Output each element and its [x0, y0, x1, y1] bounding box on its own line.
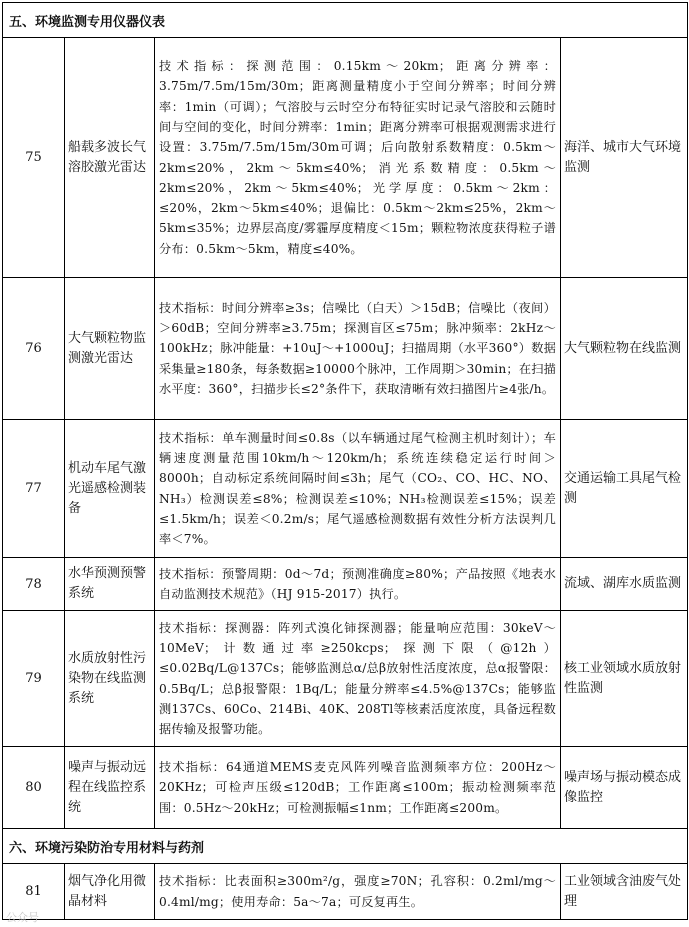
- row-number: 81: [3, 864, 65, 920]
- row-number: 75: [3, 38, 65, 278]
- technical-spec: 技术指标：探测器：阵列式溴化铈探测器；能量响应范围：30keV～10MeV；计数通过率≥250kcps；探测下限（@12h）≤0.02Bq/L@137Cs；能够监测总α/总β放射性活度浓度，总α报警限：0.5Bq/L；总β报警限：1Bq/L；能量分辨率≤4.5%@137Cs；能够监测137Cs、60Co、214Bi、40K、208Tl等核素活度浓度，具备远程数据传输及报警功能。: [155, 611, 561, 747]
- product-name: 水质放射性污染物在线监测系统: [65, 611, 155, 747]
- row-number: 80: [3, 747, 65, 829]
- table-row: [3, 558, 688, 611]
- section-5-title: 五、环境监测专用仪器仪表: [3, 3, 688, 38]
- technical-spec: 技术指标：探测范围：0.15km～20km；距离分辨率：3.75m/7.5m/15m/30m；距离测量精度小于空间分辨率；时间分辨率：1min（可调）；气溶胶与云时空分布特征实时记录气溶胶和云随时间与空间的变化，时间分辨率：1min；距离分辨率可根据观测需求进行设置：3.75m/7.5m/15m/30m可调；后向散射系数精度：0.5km～2km≤20%，2km～5km≤40%；消光系数精度：0.5km～2km≤20%，2km～5km≤40%；光学厚度：0.5km～2km：≤20%，2km～5km≤40%；退偏比：0.5km～2km≤25%，2km～5km≤35%；边界层高度/雾霾厚度精度＜15m；颗粒物浓度获得粒子谱分布：0.5km～5km，精度≤40%。: [155, 38, 561, 278]
- product-name: 机动车尾气激光遥感检测装备: [65, 420, 155, 558]
- technical-spec: 技术指标：64通道MEMS麦克风阵列噪音监测频率方位：200Hz～20KHz；可检声压级≤120dB；工作距离≤100m；振动检测频率范围：0.5Hz～20kHz；可检测振幅≤1nm；工作距离≤200m。: [155, 747, 561, 829]
- technical-spec: 技术指标：比表面积≥300m²/g，强度≥70N；孔容积：0.2ml/mg～0.4ml/mg；使用寿命：5a～7a；可反复再生。: [155, 864, 561, 920]
- product-name: 大气颗粒物监测激光雷达: [65, 278, 155, 420]
- application-field: 噪声场与振动模态成像监控: [561, 747, 688, 829]
- product-name: 水华预测预警系统: [65, 558, 155, 611]
- section-5-header-row: [3, 3, 688, 38]
- row-number: 78: [3, 558, 65, 611]
- application-field: 海洋、城市大气环境监测: [561, 38, 688, 278]
- table-row: [3, 38, 688, 278]
- product-name: 船载多波长气溶胶激光雷达: [65, 38, 155, 278]
- row-number: 79: [3, 611, 65, 747]
- section-6-title: 六、环境污染防治专用材料与药剂: [3, 829, 688, 864]
- row-number: 77: [3, 420, 65, 558]
- watermark: 公众号: [6, 911, 39, 924]
- application-field: 流域、湖库水质监测: [561, 558, 688, 611]
- table-row: [3, 747, 688, 829]
- table-row: [3, 420, 688, 558]
- application-field: 大气颗粒物在线监测: [561, 278, 688, 420]
- row-number: 76: [3, 278, 65, 420]
- product-name: 噪声与振动远程在线监控系统: [65, 747, 155, 829]
- equipment-table: [2, 2, 688, 920]
- table-row: [3, 864, 688, 920]
- application-field: 核工业领域水质放射性监测: [561, 611, 688, 747]
- section-6-header-row: [3, 829, 688, 864]
- application-field: 工业领域含油废气处理: [561, 864, 688, 920]
- application-field: 交通运输工具尾气检测: [561, 420, 688, 558]
- table-row: [3, 278, 688, 420]
- product-name: 烟气净化用微晶材料: [65, 864, 155, 920]
- table-row: [3, 611, 688, 747]
- technical-spec: 技术指标：单车测量时间≤0.8s（以车辆通过尾气检测主机时刻计）；车辆速度测量范围10km/h～120km/h；系统连续稳定运行时间＞8000h；自动标定系统间隔时间≤3h；尾气（CO₂、CO、HC、NO、NH₃）检测误差≤8%；检测误差≤10%；NH₃检测误差≤15%；误差≤1.5km/h；误差＜0.2m/s；尾气遥感检测数据有效性分析方法误判几率＜7%。: [155, 420, 561, 558]
- technical-spec: 技术指标：时间分辨率≥3s；信噪比（白天）＞15dB；信噪比（夜间）＞60dB；空间分辨率≥3.75m；探测盲区≤75m；脉冲频率：2kHz～100kHz；脉冲能量：+10uJ～+1000uJ；扫描周期（水平360°）数据采集量≥180条，每条数据≥10000个脉冲，工作周期＞30min；在扫描水平度：360°，扫描步长≤2°条件下，获取清晰有效扫描图片≥4张/h。: [155, 278, 561, 420]
- technical-spec: 技术指标：预警周期：0d～7d；预测准确度≥80%；产品按照《地表水自动监测技术规范》（HJ 915-2017）执行。: [155, 558, 561, 611]
